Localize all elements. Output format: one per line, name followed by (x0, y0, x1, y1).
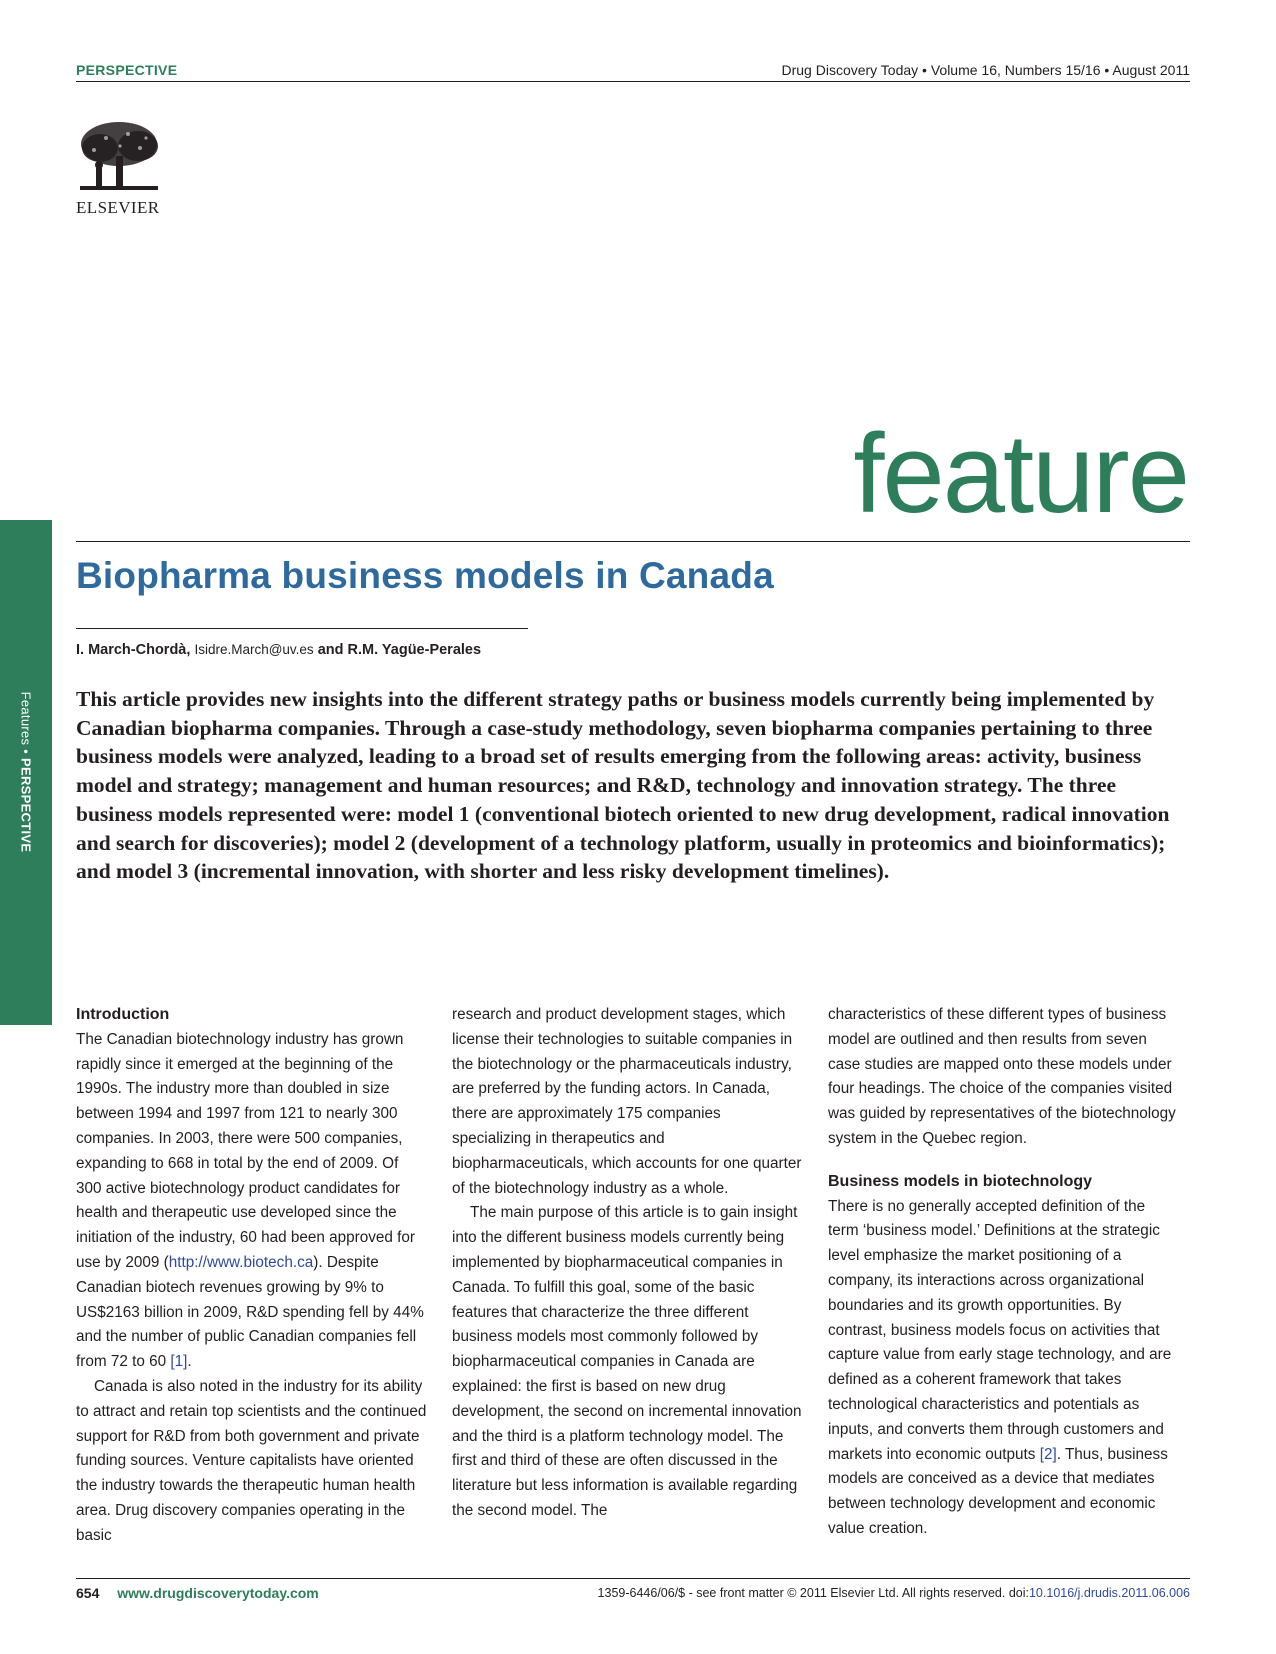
paragraph-2-cont: research and product development stages, which license their technologies to suitable companies in the biotechnology or the pharmaceuticals industry, are preferred by the funding actors. In Canada, there are approximately 175 companies specializing in therapeutics and biopharmaceuticals, which accounts for one quarter of the biotechnology industry as a whole. (452, 1006, 802, 1197)
author-2: R.M. Yagüe-Perales (347, 642, 482, 658)
sidebar-bullet: • (18, 749, 34, 755)
logo-wordmark: ELSEVIER (76, 198, 160, 217)
paragraph-1-text-cont: ). Despite Canadian biotech revenues growing by 9% to US$2163 billion in 2009, R&D spending fell by 44% and the number of public Canadian companies fell from 72 to 60 (76, 1253, 424, 1371)
paragraph-4-text: There is no generally accepted definition of the term ‘business model.’ Definitions at the strategic level emphasize the market positioning of a company, its interactions across organizational boundaries and its growth opportunities. By contrast, business models focus on activities that capture value from early stage technology, and are defined as a coherent framework that takes technological characteristics and potentials as inputs, and converts them through customers and markets into economic outputs (828, 1197, 1172, 1463)
doi-link[interactable]: 10.1016/j.drudis.2011.06.006 (1028, 1586, 1190, 1600)
reference-2-link[interactable]: [2] (1039, 1445, 1057, 1463)
footer-rule (76, 1578, 1190, 1579)
article-title: Biopharma business models in Canada (76, 555, 774, 596)
feature-label: feature (853, 411, 1188, 536)
tree-icon (76, 120, 162, 196)
body-column-3 (828, 1003, 1180, 1542)
body-column-1 (76, 1003, 428, 1549)
business-models-heading: Business models in biotechnology (828, 1172, 1093, 1190)
author-1: I. March-Chordà, (76, 642, 191, 658)
footer-copyright (598, 1586, 1190, 1600)
paragraph-4-end: . Thus, business models are conceived as a device that mediates between technology development and economic value creation. (828, 1445, 1168, 1537)
sidebar-label (19, 692, 34, 853)
journal-url[interactable]: www.drugdiscoverytoday.com (117, 1585, 319, 1601)
sidebar-prefix: Features (18, 691, 34, 746)
introduction-heading: Introduction (76, 1006, 170, 1023)
author-email[interactable]: Isidre.March@uv.es (194, 642, 314, 657)
paragraph-3-cont: characteristics of these different types of business model are outlined and then results from seven case studies are mapped onto these models under four headings. The choice of the companies visited was guided by representatives of the biotechnology system in the Quebec region. (828, 1006, 1176, 1147)
paragraph-1-text: The Canadian biotechnology industry has grown rapidly since it emerged at the beginning of the 1990s. The industry more than doubled in size between 1994 and 1997 from 121 to nearly 300 companies. In 2003, there were 500 companies, expanding to 668 in total by the end of 2009. Of 300 active biotechnology product candidates for health and therapeutic use developed since the initiation of the industry, 60 had been approved for use by 2009 ( (76, 1030, 416, 1271)
header-rule (76, 81, 1190, 82)
paragraph-4 (828, 1195, 1180, 1542)
journal-citation: Drug Discovery Today • Volume 16, Numbers 15/16 • August 2011 (781, 62, 1190, 78)
footer-left (76, 1585, 319, 1601)
copyright-text: 1359-6446/06/$ - see front matter © 2011 Elsevier Ltd. All rights reserved. doi: (597, 1586, 1029, 1600)
author-line (76, 642, 481, 658)
biotech-link[interactable]: http://www.biotech.ca (168, 1253, 314, 1271)
paragraph-1-end: . (187, 1353, 192, 1371)
author-joiner: and (317, 642, 344, 658)
abstract: This article provides new insights into the different strategy paths or business models currently being implemented by Canadian biopharma companies. Through a case-study methodology, seven biopharma companies pertaining to three business models were analyzed, leading to a broad set of results emerging from the following areas: activity, business model and strategy; management and human resources; and R&D, technology and innovation strategy. The three business models represented were: model 1 (conventional biotech oriented to new drug development, radical innovation and search for discoveries); model 2 (development of a technology platform, usually in proteomics and bioinformatics); and model 3 (incremental innovation, with shorter and less risky development timelines). (76, 687, 1170, 884)
authors-rule (76, 628, 528, 629)
sidebar-section: PERSPECTIVE (18, 758, 34, 853)
body-column-2 (452, 1003, 804, 1524)
paragraph-2: Canada is also noted in the industry for its ability to attract and retain top scientists and the continued support for R&D from both government and private funding sources. Venture capitalists have oriented the industry towards the therapeutic human health area. Drug discovery companies operating in the basic (76, 1377, 427, 1544)
section-label: PERSPECTIVE (76, 62, 178, 78)
paragraph-1 (76, 1028, 428, 1375)
elsevier-logo (76, 120, 166, 218)
section-sidebar (0, 520, 52, 1025)
page-number: 654 (76, 1585, 100, 1601)
title-rule (76, 541, 1190, 542)
paragraph-3: The main purpose of this article is to gain insight into the different business models currently being implemented by biopharmaceutical companies in Canada. To fulfill this goal, some of the basic features that characterize the three different business models most commonly followed by biopharmaceutical companies in Canada are explained: the first is based on new drug development, the second on incremental innovation and the third is a platform technology model. The first and third of these are often discussed in the literature but less information is available regarding the second model. The (452, 1204, 802, 1519)
reference-1-link[interactable]: [1] (170, 1353, 188, 1371)
